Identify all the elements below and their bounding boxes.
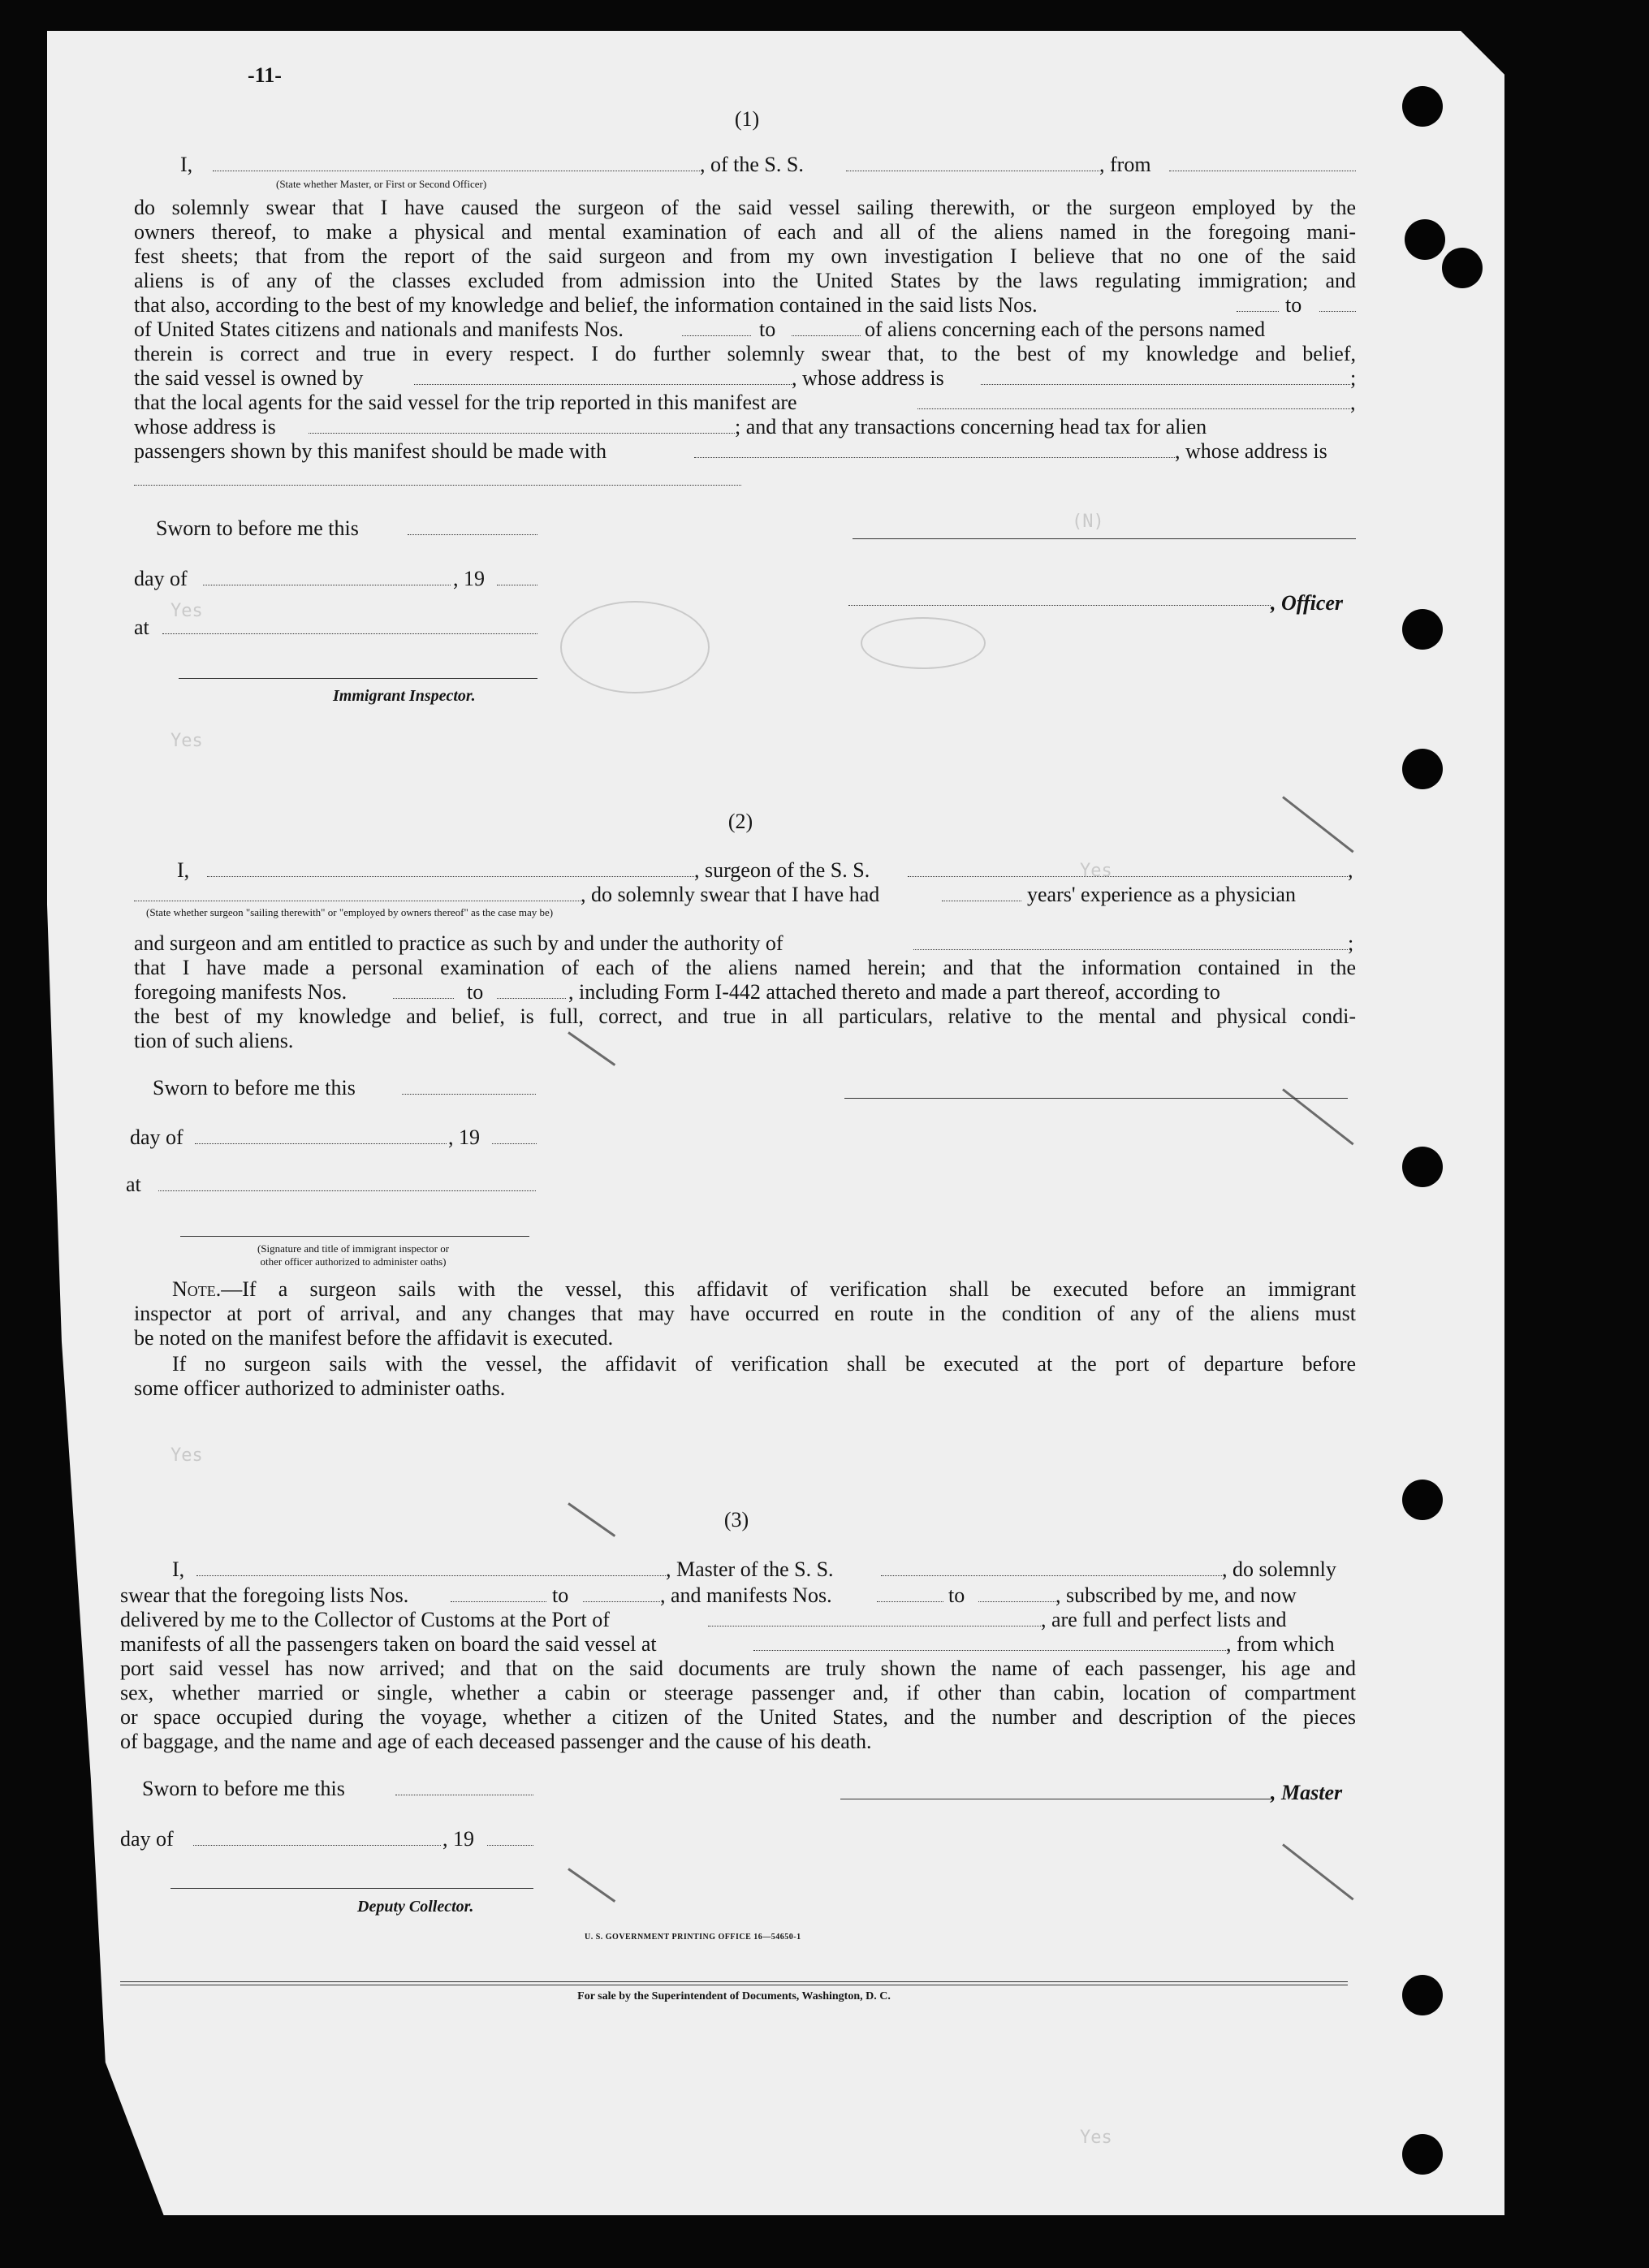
note-label: Note. bbox=[172, 1277, 222, 1301]
bleed-through-text: Yes bbox=[171, 1445, 203, 1466]
s3-from-which-text: , from which bbox=[1226, 1632, 1335, 1656]
s1-manifests-to: to bbox=[759, 318, 776, 341]
s2-text-line-end: tion of such aliens. bbox=[134, 1029, 294, 1052]
s1-text-line: fest sheets; that from the report of the said surgeon and from my own investigation I believe that no one of the said bbox=[134, 244, 1356, 268]
s2-surgeon-name-field[interactable] bbox=[207, 876, 694, 877]
s1-line-1-from: , from bbox=[1099, 153, 1151, 176]
s1-manifests-tail: of aliens concerning each of the persons named bbox=[865, 318, 1266, 341]
s3-lists-from-field[interactable] bbox=[451, 1601, 546, 1602]
s1-manifests-from-field[interactable] bbox=[682, 335, 751, 336]
s1-year-label: , 19 bbox=[453, 567, 485, 590]
s1-agents-address-field[interactable] bbox=[309, 433, 735, 434]
s3-master-label: , Master bbox=[1271, 1781, 1343, 1804]
s3-day-of-label: day of bbox=[120, 1827, 174, 1851]
s2-authority-end: ; bbox=[1348, 931, 1354, 955]
bleed-through-text: Yes bbox=[1080, 2128, 1112, 2148]
s2-line-1-ss: , surgeon of the S. S. bbox=[694, 858, 870, 882]
s2-signature-note-2: other officer authorized to administer oaths) bbox=[260, 1255, 447, 1268]
s2-status-note: (State whether surgeon "sailing therewith" or "employed by owners thereof" as the case may be) bbox=[146, 906, 554, 918]
s1-manifests-text: of United States citizens and nationals and manifests Nos. bbox=[134, 318, 624, 341]
s1-at-field[interactable] bbox=[162, 633, 537, 634]
bleed-through-text: (N) bbox=[1072, 512, 1104, 532]
s2-swear-text: , do solemnly swear that I have had bbox=[581, 883, 880, 906]
s1-text-line: therein is correct and true in every respect. I do further solemnly swear that, to the best of my knowledge and belief, bbox=[134, 342, 1356, 365]
printing-office-mark: U. S. GOVERNMENT PRINTING OFFICE 16—54650-1 bbox=[585, 1933, 801, 1942]
s2-year-label: , 19 bbox=[448, 1125, 480, 1149]
s2-sworn-label: Sworn to before me this bbox=[153, 1076, 356, 1099]
s2-inspector-line[interactable] bbox=[180, 1236, 529, 1237]
s2-signature-note-1: (Signature and title of immigrant inspector or bbox=[257, 1242, 450, 1255]
s1-sworn-label: Sworn to before me this bbox=[156, 516, 359, 540]
s1-headtax-text: ; and that any transactions concerning head tax for alien bbox=[735, 415, 1207, 438]
s2-authority-text: and surgeon and am entitled to practice as such by and under the authority of bbox=[134, 931, 783, 955]
s2-manifests-to: to bbox=[467, 980, 484, 1004]
s3-perfect-lists-text: , are full and perfect lists and bbox=[1041, 1608, 1287, 1631]
bleed-through-text: Yes bbox=[171, 601, 203, 621]
s1-text-line: aliens is of any of the classes excluded from admission into the United States by the laws regulating immigration; and bbox=[134, 269, 1356, 292]
s2-sworn-date-field[interactable] bbox=[402, 1094, 536, 1095]
s1-lists-to: to bbox=[1285, 293, 1302, 317]
s1-headtax-address-field[interactable] bbox=[134, 485, 741, 486]
s3-day-of-field[interactable] bbox=[193, 1845, 441, 1846]
binder-hole bbox=[1402, 2134, 1443, 2175]
s3-manifests-from-field[interactable] bbox=[877, 1601, 943, 1602]
note-line: be noted on the manifest before the affidavit is executed. bbox=[134, 1326, 614, 1350]
s2-line-1-i: I, bbox=[177, 858, 190, 882]
s1-manifests-to-field[interactable] bbox=[792, 335, 861, 336]
s3-subscribed-text: , subscribed by me, and now bbox=[1055, 1583, 1297, 1607]
s3-manifests-to: to bbox=[948, 1583, 965, 1607]
s3-port-text: delivered by me to the Collector of Customs at the Port of bbox=[120, 1608, 610, 1631]
binder-hole bbox=[1402, 1975, 1443, 2015]
s1-inspector-label: Immigrant Inspector. bbox=[333, 687, 476, 705]
binder-hole bbox=[1405, 219, 1445, 260]
bleed-through-text: Yes bbox=[171, 731, 203, 751]
s2-experience-text: years' experience as a physician bbox=[1027, 883, 1296, 906]
s1-officer-label: , Officer bbox=[1271, 591, 1344, 615]
footer-text: For sale by the Superintendent of Documents, Washington, D. C. bbox=[577, 1990, 891, 2002]
s1-owner-address-label: , whose address is bbox=[792, 366, 944, 390]
s1-owned-text: the said vessel is owned by bbox=[134, 366, 364, 390]
bleed-through-text: Yes bbox=[1080, 861, 1112, 881]
s3-lists-to-field[interactable] bbox=[583, 1601, 660, 1602]
binder-hole bbox=[1402, 1480, 1443, 1520]
s3-ship-name-field[interactable] bbox=[881, 1575, 1222, 1576]
binder-hole bbox=[1442, 248, 1483, 288]
s1-owner-address-field[interactable] bbox=[981, 384, 1350, 385]
s1-passengers-tail: , whose address is bbox=[1175, 439, 1327, 463]
s1-inspector-line[interactable] bbox=[179, 678, 537, 679]
s2-day-of-field[interactable] bbox=[195, 1143, 447, 1144]
s1-lists-from-field[interactable] bbox=[1237, 311, 1279, 312]
s2-manifests-to-field[interactable] bbox=[497, 998, 566, 999]
s1-passengers-text: passengers shown by this manifest should be made with bbox=[134, 439, 607, 463]
s1-day-of-label: day of bbox=[134, 567, 188, 590]
s3-line-1-ss: , Master of the S. S. bbox=[666, 1557, 834, 1581]
s3-year-field[interactable] bbox=[487, 1845, 533, 1846]
s2-line-1-end: , bbox=[1348, 858, 1353, 882]
s2-signature-line[interactable] bbox=[844, 1098, 1348, 1099]
binder-hole bbox=[1402, 749, 1443, 789]
s3-master-name-field[interactable] bbox=[196, 1575, 666, 1576]
section-3-number: (3) bbox=[723, 1508, 749, 1531]
s1-owner-field[interactable] bbox=[414, 384, 792, 385]
s3-text-line: port said vessel has now arrived; and that on the said documents are truly shown the name of each passenger, his age and bbox=[120, 1657, 1356, 1680]
s2-manifests-text: foregoing manifests Nos. bbox=[134, 980, 347, 1004]
s1-officer-line[interactable] bbox=[848, 605, 1271, 606]
s3-collector-line[interactable] bbox=[171, 1888, 533, 1889]
s2-ship-name-field[interactable] bbox=[908, 876, 1348, 877]
s2-at-label: at bbox=[126, 1173, 141, 1196]
s1-lists-to-field[interactable] bbox=[1319, 311, 1356, 312]
s1-at-label: at bbox=[134, 616, 149, 639]
s3-lists-to: to bbox=[552, 1583, 569, 1607]
s1-agents-text: that the local agents for the said vessel for the trip reported in this manifest are bbox=[134, 391, 797, 414]
s1-agents-field[interactable] bbox=[917, 408, 1350, 409]
binder-hole bbox=[1402, 1147, 1443, 1187]
s3-manifests-text: , and manifests Nos. bbox=[660, 1583, 832, 1607]
s1-signature-line[interactable] bbox=[853, 538, 1356, 539]
s3-text-line: sex, whether married or single, whether a cabin or steerage passenger and, if other than cabin, location of compartment bbox=[120, 1681, 1356, 1704]
note-line: If no surgeon sails with the vessel, the affidavit of verification shall be executed at the port of departure before bbox=[172, 1352, 1356, 1376]
note-line: some officer authorized to administer oaths. bbox=[134, 1376, 506, 1400]
s3-collector-label: Deputy Collector. bbox=[357, 1898, 474, 1916]
section-2-number: (2) bbox=[727, 810, 753, 833]
s1-whose-text: whose address is bbox=[134, 415, 276, 438]
s1-line-1-i: I, bbox=[180, 153, 193, 176]
s1-rank-note: (State whether Master, or First or Second Officer) bbox=[276, 178, 487, 190]
s3-line-1-i: I, bbox=[172, 1557, 185, 1581]
s3-lists-text: swear that the foregoing lists Nos. bbox=[120, 1583, 409, 1607]
note-line bbox=[172, 1277, 1356, 1302]
footer-rule bbox=[120, 1981, 1348, 1982]
s2-day-of-label: day of bbox=[130, 1125, 183, 1149]
s1-headtax-contact-field[interactable] bbox=[694, 457, 1175, 458]
s1-text-line: owners thereof, to make a physical and mental examination of each and all of the aliens named in the foregoing mani- bbox=[134, 220, 1356, 244]
page-marker: -11- bbox=[248, 63, 282, 87]
s3-year-label: , 19 bbox=[442, 1827, 474, 1851]
s3-line-1-tail: , do solemnly bbox=[1222, 1557, 1336, 1581]
s1-agents-end: , bbox=[1350, 391, 1356, 414]
s3-text-line: or space occupied during the voyage, whether a citizen of the United States, and the number and description of the pieces bbox=[120, 1705, 1356, 1729]
bleed-through-stamp bbox=[560, 601, 710, 693]
s2-form-text: , including Form I-442 attached thereto and made a part thereof, according to bbox=[568, 980, 1220, 1004]
s3-manifests-to-field[interactable] bbox=[978, 1601, 1055, 1602]
binder-hole bbox=[1402, 609, 1443, 650]
s2-manifests-from-field[interactable] bbox=[393, 998, 454, 999]
s2-year-field[interactable] bbox=[492, 1143, 537, 1144]
s1-sworn-date-field[interactable] bbox=[408, 534, 537, 535]
s1-line-1-ss: , of the S. S. bbox=[700, 153, 804, 176]
s2-text-line: that I have made a personal examination of each of the aliens named herein; and that the information contained in the bbox=[134, 956, 1356, 979]
s1-text-line: do solemnly swear that I have caused the surgeon of the said vessel sailing therewith, or the surgeon employed by the bbox=[134, 196, 1356, 219]
s1-owned-end: ; bbox=[1350, 366, 1357, 390]
s3-sworn-label: Sworn to before me this bbox=[142, 1777, 345, 1800]
s3-text-line-end: of baggage, and the name and age of each deceased passenger and the cause of his death. bbox=[120, 1730, 872, 1753]
bleed-through-stamp bbox=[861, 617, 986, 669]
note-line: inspector at port of arrival, and any changes that may have occurred en route in the condition of any of the aliens must bbox=[134, 1302, 1356, 1325]
s2-at-field[interactable] bbox=[158, 1190, 536, 1191]
s3-boarded-text: manifests of all the passengers taken on board the said vessel at bbox=[120, 1632, 657, 1656]
s2-text-line: the best of my knowledge and belief, is full, correct, and true in all particulars, relative to the mental and physical condi- bbox=[134, 1004, 1356, 1028]
s3-boarding-port-field[interactable] bbox=[753, 1650, 1226, 1651]
s2-authority-field[interactable] bbox=[913, 949, 1348, 950]
note-text-1: —If a surgeon sails with the vessel, this affidavit of verification shall be executed before an immigrant bbox=[221, 1277, 1356, 1301]
binder-hole bbox=[1402, 86, 1443, 127]
s1-lists-text: that also, according to the best of my knowledge and belief, the information contained in the said lists Nos. bbox=[134, 293, 1038, 317]
section-1-number: (1) bbox=[734, 107, 760, 131]
